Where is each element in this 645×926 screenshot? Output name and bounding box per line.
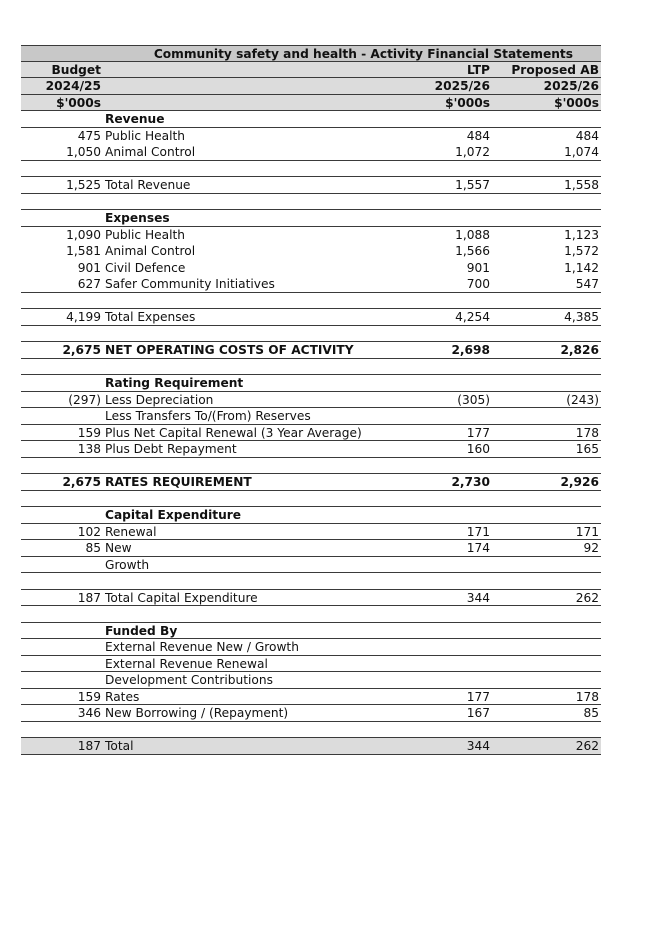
cell-budget: 475 xyxy=(77,128,101,143)
cell-proposed-ab: (243) xyxy=(566,392,599,407)
cell-ltp: 174 xyxy=(466,541,490,555)
table-row xyxy=(21,441,601,458)
cell-proposed-ab: 1,142 xyxy=(564,260,599,275)
table-row xyxy=(21,408,601,425)
cell-ltp: 1,088 xyxy=(455,227,490,242)
table-row xyxy=(21,689,601,706)
total-row-revenue xyxy=(21,177,601,194)
cell-budget: 159 xyxy=(77,689,101,704)
section-heading-rating-requirement xyxy=(21,375,601,392)
col-header-ltp: LTP xyxy=(467,62,490,77)
table-row xyxy=(21,392,601,409)
cell-proposed-ab: 1,123 xyxy=(564,227,599,242)
table-row xyxy=(21,540,601,557)
cell-ltp: 177 xyxy=(466,689,490,704)
cell-ltp: 177 xyxy=(466,425,490,440)
row-label: NET OPERATING COSTS OF ACTIVITY xyxy=(105,343,354,357)
cell-proposed-ab: 178 xyxy=(575,425,599,440)
row-label: Rates xyxy=(105,689,140,704)
cell-ltp: 344 xyxy=(466,590,490,605)
cell-proposed-ab: 171 xyxy=(575,524,599,539)
cell-budget: 2,675 xyxy=(62,343,101,357)
cell-proposed-ab: 1,572 xyxy=(564,244,599,258)
blank-row xyxy=(21,293,601,310)
total-row-funding xyxy=(21,738,601,755)
row-label: Total xyxy=(105,739,134,753)
cell-ltp: 1,072 xyxy=(455,145,490,159)
row-label: Development Contributions xyxy=(105,673,273,687)
table-row xyxy=(21,425,601,442)
row-label: Total Capital Expenditure xyxy=(105,590,258,605)
section-heading-capital-expenditure xyxy=(21,507,601,524)
blank-row xyxy=(21,359,601,376)
rates-requirement-row xyxy=(21,474,601,491)
cell-ltp: 344 xyxy=(466,739,490,753)
blank-row xyxy=(21,606,601,623)
row-label: Renewal xyxy=(105,524,157,539)
cell-ltp: 1,557 xyxy=(455,178,490,192)
cell-proposed-ab: 165 xyxy=(575,442,599,456)
table-row xyxy=(21,227,601,244)
cell-budget: 1,050 xyxy=(66,145,101,159)
cell-ltp: 4,254 xyxy=(455,310,490,324)
cell-budget: 627 xyxy=(77,277,101,291)
row-label: Safer Community Initiatives xyxy=(105,277,275,291)
blank-row xyxy=(21,573,601,590)
table-row xyxy=(21,705,601,722)
row-label: New xyxy=(105,541,132,555)
cell-ltp: 2,698 xyxy=(451,343,490,357)
table-row xyxy=(21,639,601,656)
cell-budget: 1,525 xyxy=(66,178,101,192)
table-row xyxy=(21,656,601,673)
cell-ltp: 167 xyxy=(466,706,490,720)
table-row xyxy=(21,260,601,277)
cell-proposed-ab: 92 xyxy=(583,541,599,555)
row-label: Capital Expenditure xyxy=(105,508,242,522)
blank-row xyxy=(21,722,601,739)
table-title: Community safety and health - Activity Financial Statements xyxy=(153,47,573,61)
cell-budget: 138 xyxy=(77,442,101,456)
cell-ltp: 2,730 xyxy=(451,475,490,489)
row-label: Plus Debt Repayment xyxy=(105,442,237,456)
section-heading-funded-by xyxy=(21,623,601,640)
cell-proposed-ab: 1,558 xyxy=(564,178,599,192)
cell-budget: 85 xyxy=(85,541,101,555)
financial-statement-table xyxy=(21,45,601,755)
table-row xyxy=(21,524,601,541)
row-label: Expenses xyxy=(105,211,170,225)
table-row xyxy=(21,557,601,574)
table-row xyxy=(21,144,601,161)
header-row-1 xyxy=(21,62,601,79)
col-header-budget: Budget xyxy=(51,62,101,77)
table-row xyxy=(21,276,601,293)
blank-row xyxy=(21,458,601,475)
col-header-budget-unit: $'000s xyxy=(56,95,101,110)
cell-budget: (297) xyxy=(68,392,101,407)
col-header-budget-year: 2024/25 xyxy=(45,79,101,93)
row-label: Public Health xyxy=(105,227,185,242)
col-header-proposed-ab: Proposed AB xyxy=(511,62,599,77)
cell-ltp: 1,566 xyxy=(455,244,490,258)
net-operating-costs-row xyxy=(21,342,601,359)
cell-budget: 187 xyxy=(77,590,101,605)
cell-proposed-ab: 178 xyxy=(575,689,599,704)
row-label: Total Expenses xyxy=(105,310,196,324)
total-row-capital-expenditure xyxy=(21,590,601,607)
col-header-ltp-unit: $'000s xyxy=(445,95,490,110)
cell-budget: 901 xyxy=(77,260,101,275)
cell-ltp: 484 xyxy=(466,128,490,143)
col-header-ltp-year: 2025/26 xyxy=(434,79,490,93)
row-label: External Revenue Renewal xyxy=(105,656,268,671)
cell-ltp: 700 xyxy=(466,277,490,291)
row-label: Animal Control xyxy=(105,145,196,159)
row-label: External Revenue New / Growth xyxy=(105,640,299,654)
row-label: Animal Control xyxy=(105,244,196,258)
row-label: Revenue xyxy=(105,112,165,126)
cell-ltp: 901 xyxy=(466,260,490,275)
row-label: Less Transfers To/(From) Reserves xyxy=(105,409,311,423)
cell-proposed-ab: 262 xyxy=(575,739,599,753)
cell-ltp: (305) xyxy=(457,392,490,407)
row-label: Rating Requirement xyxy=(105,376,244,390)
cell-budget: 346 xyxy=(77,706,101,720)
cell-proposed-ab: 1,074 xyxy=(564,145,599,159)
cell-budget: 102 xyxy=(77,524,101,539)
blank-row xyxy=(21,194,601,211)
row-label: Public Health xyxy=(105,128,185,143)
row-label: Growth xyxy=(105,557,150,572)
table-title-row xyxy=(21,45,601,62)
total-row-expenses xyxy=(21,309,601,326)
blank-row xyxy=(21,491,601,508)
col-header-proposed-ab-year: 2025/26 xyxy=(543,79,599,93)
row-label: Plus Net Capital Renewal (3 Year Average) xyxy=(105,425,362,440)
table-row xyxy=(21,243,601,260)
cell-budget: 187 xyxy=(77,739,101,753)
row-label: Civil Defence xyxy=(105,260,186,275)
row-label: Funded By xyxy=(105,623,178,638)
table-row xyxy=(21,672,601,689)
cell-ltp: 160 xyxy=(466,442,490,456)
cell-budget: 2,675 xyxy=(62,475,101,489)
cell-ltp: 171 xyxy=(466,524,490,539)
table-row xyxy=(21,128,601,145)
cell-budget: 1,581 xyxy=(66,244,101,258)
cell-proposed-ab: 2,826 xyxy=(560,343,599,357)
cell-budget: 159 xyxy=(77,425,101,440)
row-label: New Borrowing / (Repayment) xyxy=(105,706,289,720)
row-label: Less Depreciation xyxy=(105,392,214,407)
blank-row xyxy=(21,161,601,178)
cell-proposed-ab: 484 xyxy=(575,128,599,143)
section-heading-revenue xyxy=(21,111,601,128)
cell-proposed-ab: 85 xyxy=(583,706,599,720)
cell-budget: 1,090 xyxy=(66,227,101,242)
row-label: RATES REQUIREMENT xyxy=(105,475,252,489)
cell-budget: 4,199 xyxy=(66,310,101,324)
section-heading-expenses xyxy=(21,210,601,227)
row-label: Total Revenue xyxy=(105,178,191,192)
cell-proposed-ab: 4,385 xyxy=(564,310,599,324)
blank-row xyxy=(21,326,601,343)
col-header-proposed-ab-unit: $'000s xyxy=(554,95,599,110)
cell-proposed-ab: 547 xyxy=(575,277,599,291)
header-row-3 xyxy=(21,95,601,112)
header-row-2 xyxy=(21,78,601,95)
cell-proposed-ab: 262 xyxy=(575,590,599,605)
cell-proposed-ab: 2,926 xyxy=(560,475,599,489)
